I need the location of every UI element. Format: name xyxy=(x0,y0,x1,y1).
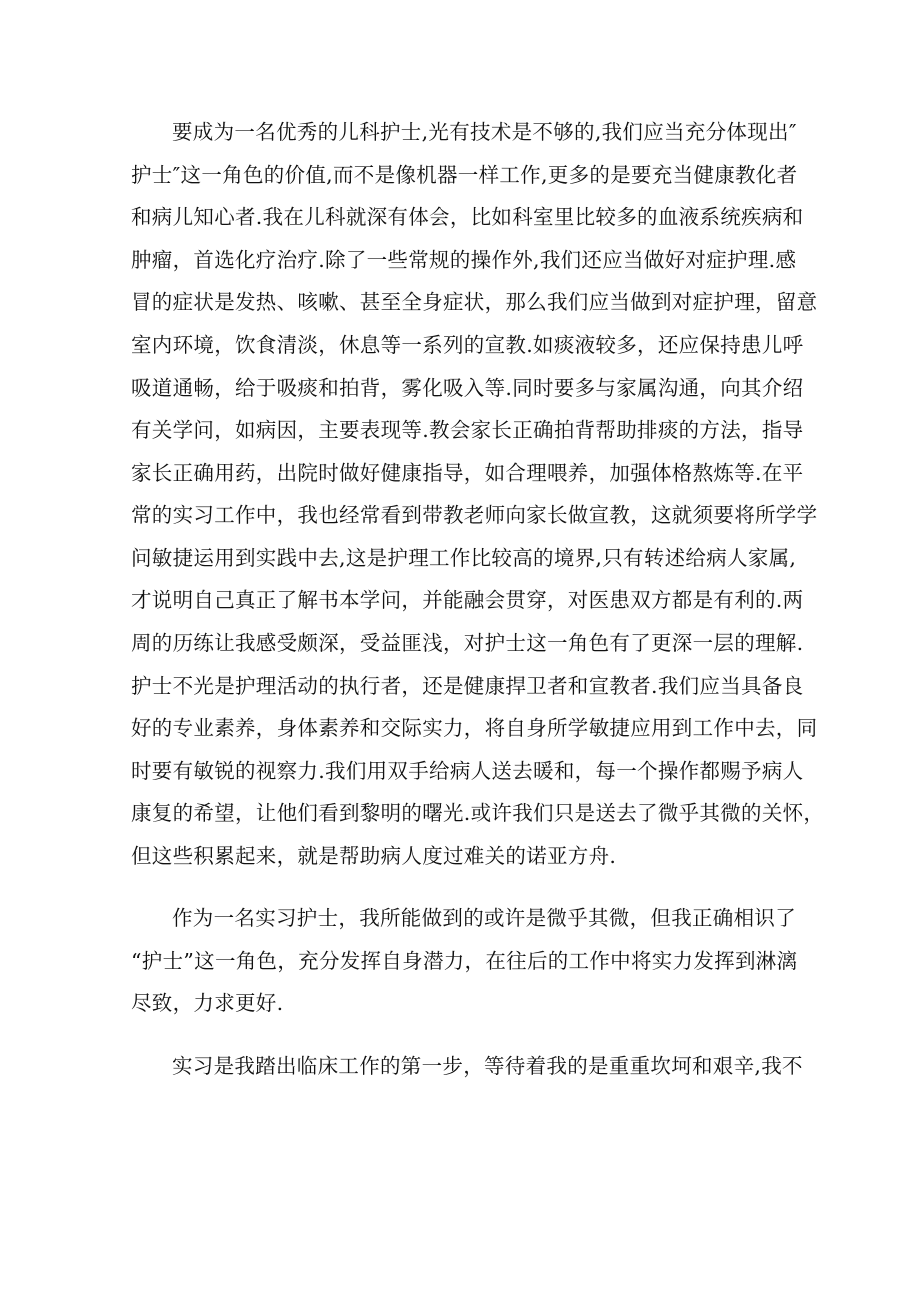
paragraph-1-line-7: 吸道通畅，给于吸痰和拍背，雾化吸入等.同时要多与家属沟通，向其介绍 xyxy=(131,376,804,400)
paragraph-1-line-5: 冒的症状是发热、咳嗽、甚至全身症状，那么我们应当做到对症护理，留意 xyxy=(131,290,818,314)
paragraph-2-line-2: “护士”这一角色，充分发挥自身潜力，在往后的工作中将实力发挥到淋漓 xyxy=(131,949,798,973)
paragraph-2-line-1: 作为一名实习护士，我所能做到的或许是微乎其微，但我正确相识了 xyxy=(172,906,796,930)
paragraph-1-line-4: 肿瘤，首选化疗治疗.除了一些常规的操作外,我们还应当做好对症护理.感 xyxy=(131,248,797,272)
paragraph-1-line-12: 才说明自己真正了解书本学问，并能融会贯穿，对医患双方都是有利的.两 xyxy=(131,588,804,612)
paragraph-1-line-14: 护士不光是护理活动的执行者，还是健康捍卫者和宣教者.我们应当具备良 xyxy=(131,674,804,698)
paragraph-1-line-18: 但这些积累起来，就是帮助病人度过难关的诺亚方舟. xyxy=(131,844,617,868)
paragraph-1-line-15: 好的专业素养，身体素养和交际实力，将自身所学敏捷应用到工作中去，同 xyxy=(131,716,818,740)
paragraph-1-line-16: 时要有敏锐的视察力.我们用双手给病人送去暖和，每一个操作都赐予病人 xyxy=(131,759,804,783)
paragraph-3-line-1: 实习是我踏出临床工作的第一步，等待着我的是重重坎坷和艰辛,我不 xyxy=(172,1054,803,1078)
paragraph-1-line-3: 和病儿知心者.我在儿科就深有体会，比如科室里比较多的血液系统疾病和 xyxy=(131,205,804,229)
paragraph-1-line-9: 家长正确用药，出院时做好健康指导，如合理喂养，加强体格熬炼等.在平 xyxy=(131,461,804,485)
paragraph-1-line-2: 护士″这一角色的价值,而不是像机器一样工作,更多的是要充当健康教化者 xyxy=(131,163,798,187)
paragraph-1-line-10: 常的实习工作中，我也经常看到带教老师向家长做宣教，这就须要将所学学 xyxy=(131,503,818,527)
paragraph-1-line-8: 有关学问，如病因，主要表现等.教会家长正确拍背帮助排痰的方法，指导 xyxy=(131,418,804,442)
paragraph-1-line-1: 要成为一名优秀的儿科护士,光有技术是不够的,我们应当充分体现出″ xyxy=(172,120,797,144)
paragraph-1-line-11: 问敏捷运用到实践中去,这是护理工作比较高的境界,只有转述给病人家属, xyxy=(131,546,797,570)
paragraph-1-line-13: 周的历练让我感受颇深，受益匪浅，对护士这一角色有了更深一层的理解. xyxy=(131,631,804,655)
paragraph-2-line-3: 尽致，力求更好. xyxy=(131,991,284,1015)
paragraph-1-line-17: 康复的希望，让他们看到黎明的曙光.或许我们只是送去了微乎其微的关怀， xyxy=(131,801,825,825)
paragraph-1-line-6: 室内环境，饮食清淡，休息等一系列的宣教.如痰液较多，还应保持患儿呼 xyxy=(131,333,804,357)
